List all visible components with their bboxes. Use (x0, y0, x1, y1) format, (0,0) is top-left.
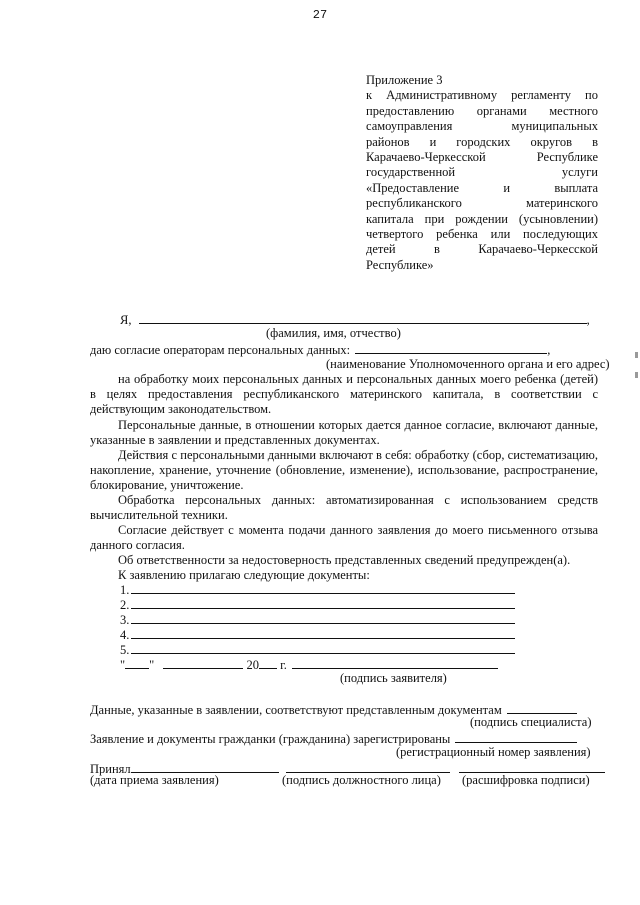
document-number: 3. (120, 613, 130, 627)
appendix-line: самоуправления муниципальных (366, 119, 598, 134)
specialist-caption: (подпись специалиста) (470, 715, 592, 729)
appendix-line: районов и городских округов в (366, 134, 598, 149)
official-caption: (подпись должностного лица) (282, 773, 441, 787)
page-number: 27 (312, 8, 328, 22)
registration-number-field[interactable] (455, 730, 577, 743)
scan-edge-mark (635, 352, 638, 358)
document-number: 5. (120, 643, 130, 657)
year-suffix: г. (280, 658, 287, 672)
appendix-line: «Предоставление и выплата (366, 180, 598, 195)
document-field[interactable] (131, 626, 515, 639)
document-field[interactable] (131, 596, 515, 609)
data-match-label: Данные, указанные в заявлении, соответствуют представленным документам (90, 703, 502, 717)
appendix-header (366, 73, 598, 273)
method-paragraph: Обработка персональных данных: автоматизированная с использованием средств вычислительной техники. (90, 493, 598, 522)
scan-edge-mark (635, 372, 638, 378)
attach-line: К заявлению прилагаю следующие документы: (118, 568, 370, 582)
document-field[interactable] (131, 611, 515, 624)
fio-caption: (фамилия, имя, отчество) (266, 326, 401, 340)
appendix-line: Карачаево-Черкесской Республике (366, 149, 598, 164)
document-number: 1. (120, 583, 130, 597)
personal-data-paragraph: Персональные данные, в отношении которых дается данное согласие, включают данные, указанные в заявлении и представленных документах. (90, 418, 598, 447)
specialist-signature-field[interactable] (507, 701, 577, 714)
month-field[interactable] (163, 656, 243, 669)
registered-label: Заявление и документы гражданки (гражданина) зарегистрированы (90, 732, 451, 746)
document-field[interactable] (131, 581, 515, 594)
applicant-signature-field[interactable] (292, 656, 498, 669)
validity-paragraph: Согласие действует с момента подачи данного заявления до моего письменного отзыва данного согласия. (90, 523, 598, 552)
appendix-line: Приложение 3 (366, 73, 443, 87)
fio-comma: , (586, 313, 590, 327)
appendix-line: к Административному регламенту по (366, 88, 598, 103)
actions-paragraph: Действия с персональными данными включают в себя: обработку (сбор, систематизацию, накопление, хранение, уточнение (обновление, изменение), использование, распространение, блокирование, уничтожение. (90, 448, 598, 492)
applicant-caption: (подпись заявителя) (340, 671, 447, 685)
year-prefix: 20 (246, 658, 259, 672)
appendix-line: государственной услуги (366, 165, 598, 180)
document-field[interactable] (131, 641, 515, 654)
ya-label: Я, (120, 313, 132, 327)
day-field[interactable] (125, 656, 149, 669)
fio-field[interactable] (139, 311, 587, 324)
appendix-line: детей в Карачаево-Черкесской (366, 242, 598, 257)
accept-date-field[interactable] (131, 760, 279, 773)
accepted-label: Принял (90, 762, 131, 776)
document-number: 2. (120, 598, 130, 612)
signature-decode-field[interactable] (459, 760, 605, 773)
date-caption: (дата приема заявления) (90, 773, 219, 787)
responsibility-line: Об ответственности за недостоверность представленных сведений предупрежден(а). (118, 553, 571, 567)
official-signature-field[interactable] (286, 760, 450, 773)
authority-comma: , (547, 343, 551, 357)
authority-field[interactable] (355, 341, 547, 354)
date-quote-open: " (120, 658, 126, 672)
appendix-line: четвертого ребенка или последующих (366, 226, 598, 241)
decode-caption: (расшифровка подписи) (462, 773, 590, 787)
processing-paragraph: на обработку моих персональных данных и персональных данных моего ребенка (детей) в целях предоставления республиканского материнского капитала, в соответствии с действующим законодательством. (90, 372, 598, 416)
year-field[interactable] (259, 656, 277, 669)
consent-operators-label: даю согласие операторам персональных данных: (90, 343, 351, 357)
appendix-line: предоставлению органами местного (366, 103, 598, 118)
appendix-line: Республике» (366, 257, 434, 272)
appendix-line: капитала при рождении (усыновлении) (366, 211, 598, 226)
document-number: 4. (120, 628, 130, 642)
authority-caption: (наименование Уполномоченного органа и его адрес) (326, 357, 610, 371)
consent-operators-row (90, 341, 598, 358)
appendix-line: республиканского материнского (366, 196, 598, 211)
regnum-caption: (регистрационный номер заявления) (396, 745, 591, 759)
date-quote-close: " (149, 658, 155, 672)
